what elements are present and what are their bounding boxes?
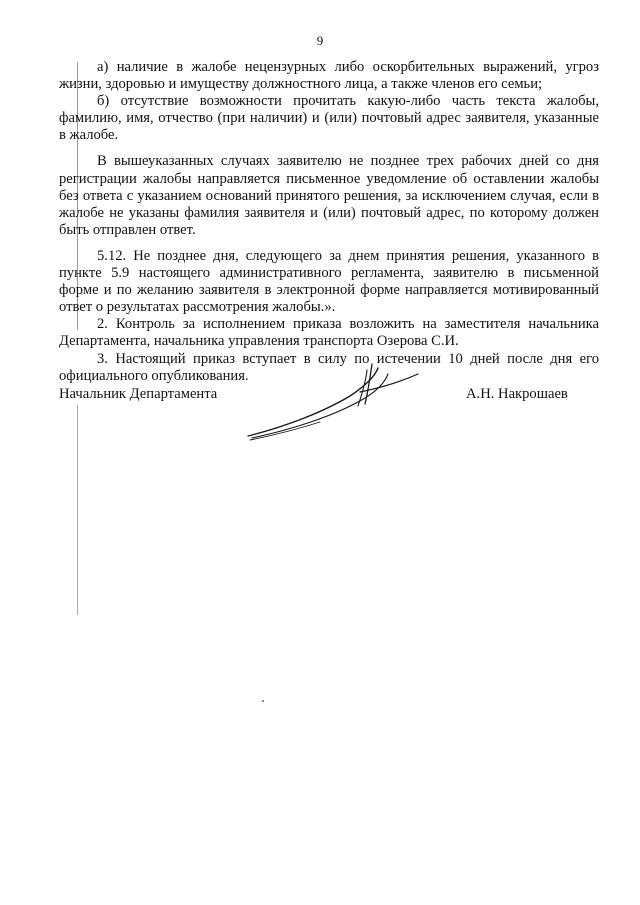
- paragraph-5-12: 5.12. Не позднее дня, следующего за днем принятия решения, указанного в пункте 5.9 настоящего административного регламента, заявителю в письменной форме и по желанию заявителя в электронной форме направляется мотивированный ответ о результатах рассмотрения жалобы.».: [59, 247, 599, 316]
- paragraph-item-b: б) отсутствие возможности прочитать какую-либо часть текста жалобы, фамилию, имя, отчество (при наличии) и (или) почтовый адрес заявителя, указанные в жалобе.: [59, 93, 599, 144]
- paragraph-notification: В вышеуказанных случаях заявителю не позднее трех рабочих дней со дня регистрации жалобы направляется письменное уведомление об оставлении жалобы без ответа с указанием оснований принятого решения, за исключением случая, если в жалобе не указаны фамилия заявителя и (или) почтовый адрес, по которому должен быть отправлен ответ.: [59, 153, 599, 238]
- scan-margin-line: [77, 405, 78, 615]
- paragraph-item-a: а) наличие в жалобе нецензурных либо оскорбительных выражений, угроз жизни, здоровью и имуществу должностного лица, а также членов его семьи;: [59, 59, 599, 93]
- scan-speck: [262, 700, 264, 702]
- paragraph-effect: 3. Настоящий приказ вступает в силу по истечении 10 дней после дня его официального опубликования.: [59, 350, 599, 384]
- paragraph-control: 2. Контроль за исполнением приказа возложить на заместителя начальника Департамента, начальника управления транспорта Озерова С.И.: [59, 316, 599, 350]
- signatory-position: Начальник Департамента: [59, 386, 218, 402]
- document-body: [59, 59, 599, 385]
- page-number: 9: [316, 33, 324, 48]
- handwritten-signature: [240, 356, 430, 446]
- signatory-name: А.Н. Накрошаев: [466, 386, 568, 402]
